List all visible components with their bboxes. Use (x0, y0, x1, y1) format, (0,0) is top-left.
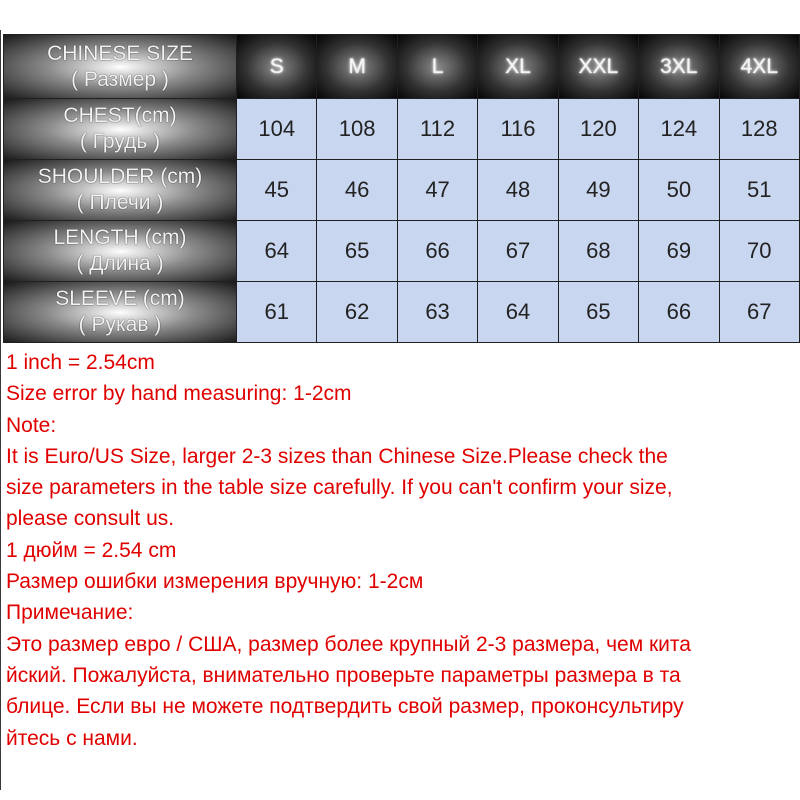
chest-value-s: 104 (237, 99, 317, 160)
note-text-line-ru: йтесь с нами. (6, 726, 138, 750)
chest-value-m: 108 (317, 99, 397, 160)
inch-conversion-note-ru: 1 дюйм = 2.54 cm (6, 538, 177, 562)
size-header-row (4, 35, 800, 99)
measuring-error-note-ru: Размер ошибки измерения вручную: 1-2см (6, 570, 424, 594)
chinese-size-header (4, 35, 237, 99)
size-xl-header: XL (478, 35, 558, 99)
sleeve-label-ru: ( Рукав ) (78, 313, 162, 336)
sleeve-value-m: 62 (317, 282, 397, 343)
note-text-line-ru: йский. Пожалуйста, внимательно проверьте параметры размера в та (6, 663, 681, 687)
shoulder-label: SHOULDER (cm) (37, 165, 203, 188)
size-3xl-header: 3XL (639, 35, 719, 99)
length-value-3xl: 69 (639, 221, 719, 282)
size-chart-table (3, 34, 800, 343)
shoulder-value-3xl: 50 (639, 160, 719, 221)
shoulder-row-header (4, 160, 237, 221)
sleeve-value-3xl: 66 (639, 282, 719, 343)
sleeve-value-l: 63 (397, 282, 477, 343)
sleeve-row (4, 282, 800, 343)
chest-value-4xl: 128 (719, 99, 799, 160)
sleeve-row-header (4, 282, 237, 343)
chest-value-xl: 116 (478, 99, 558, 160)
length-row (4, 221, 800, 282)
sleeve-value-xxl: 65 (558, 282, 638, 343)
size-m-header: M (317, 35, 397, 99)
sleeve-label: SLEEVE (cm) (55, 287, 185, 310)
length-row-header (4, 221, 237, 282)
length-value-m: 65 (317, 221, 397, 282)
note-text-line: please consult us. (6, 507, 175, 531)
length-label-ru: ( Длина ) (76, 252, 164, 275)
shoulder-value-m: 46 (317, 160, 397, 221)
shoulder-row (4, 160, 800, 221)
chest-row-header (4, 99, 237, 160)
shoulder-value-xl: 48 (478, 160, 558, 221)
length-label: LENGTH (cm) (53, 226, 187, 249)
shoulder-value-s: 45 (237, 160, 317, 221)
note-text-line-ru: Это размер евро / США, размер более крупный 2-3 размера, чем кита (6, 632, 691, 656)
size-4xl-header: 4XL (719, 35, 799, 99)
length-value-xxl: 68 (558, 221, 638, 282)
note-heading: Note: (6, 413, 57, 437)
shoulder-label-ru: ( Плечи ) (76, 191, 164, 214)
chest-value-xxl: 120 (558, 99, 638, 160)
length-value-s: 64 (237, 221, 317, 282)
shoulder-value-xxl: 49 (558, 160, 638, 221)
note-text-line-ru: блице. Если вы не можете подтвердить свой размер, проконсультиру (6, 695, 684, 719)
size-notes (6, 347, 796, 754)
note-heading-ru: Примечание: (6, 601, 134, 625)
sleeve-value-xl: 64 (478, 282, 558, 343)
measuring-error-note: Size error by hand measuring: 1-2cm (6, 382, 352, 406)
length-value-xl: 67 (478, 221, 558, 282)
chest-value-l: 112 (397, 99, 477, 160)
size-xxl-header: XXL (558, 35, 638, 99)
sleeve-value-s: 61 (237, 282, 317, 343)
chinese-size-label: CHINESE SIZE (47, 41, 193, 65)
chest-label-ru: ( Грудь ) (79, 130, 161, 153)
shoulder-value-l: 47 (397, 160, 477, 221)
chest-value-3xl: 124 (639, 99, 719, 160)
inch-conversion-note: 1 inch = 2.54cm (6, 351, 155, 374)
length-value-l: 66 (397, 221, 477, 282)
sleeve-value-4xl: 67 (719, 282, 799, 343)
shoulder-value-4xl: 51 (719, 160, 799, 221)
length-value-4xl: 70 (719, 221, 799, 282)
size-l-header: L (397, 35, 477, 99)
chest-label: CHEST(cm) (63, 104, 177, 127)
note-text-line: It is Euro/US Size, larger 2-3 sizes than Chinese Size.Please check the (6, 444, 668, 468)
note-text-line: size parameters in the table size carefully. If you can't confirm your size, (6, 476, 673, 500)
chest-row (4, 99, 800, 160)
chinese-size-label-ru: ( Размер ) (71, 67, 169, 91)
size-s-header: S (237, 35, 317, 99)
